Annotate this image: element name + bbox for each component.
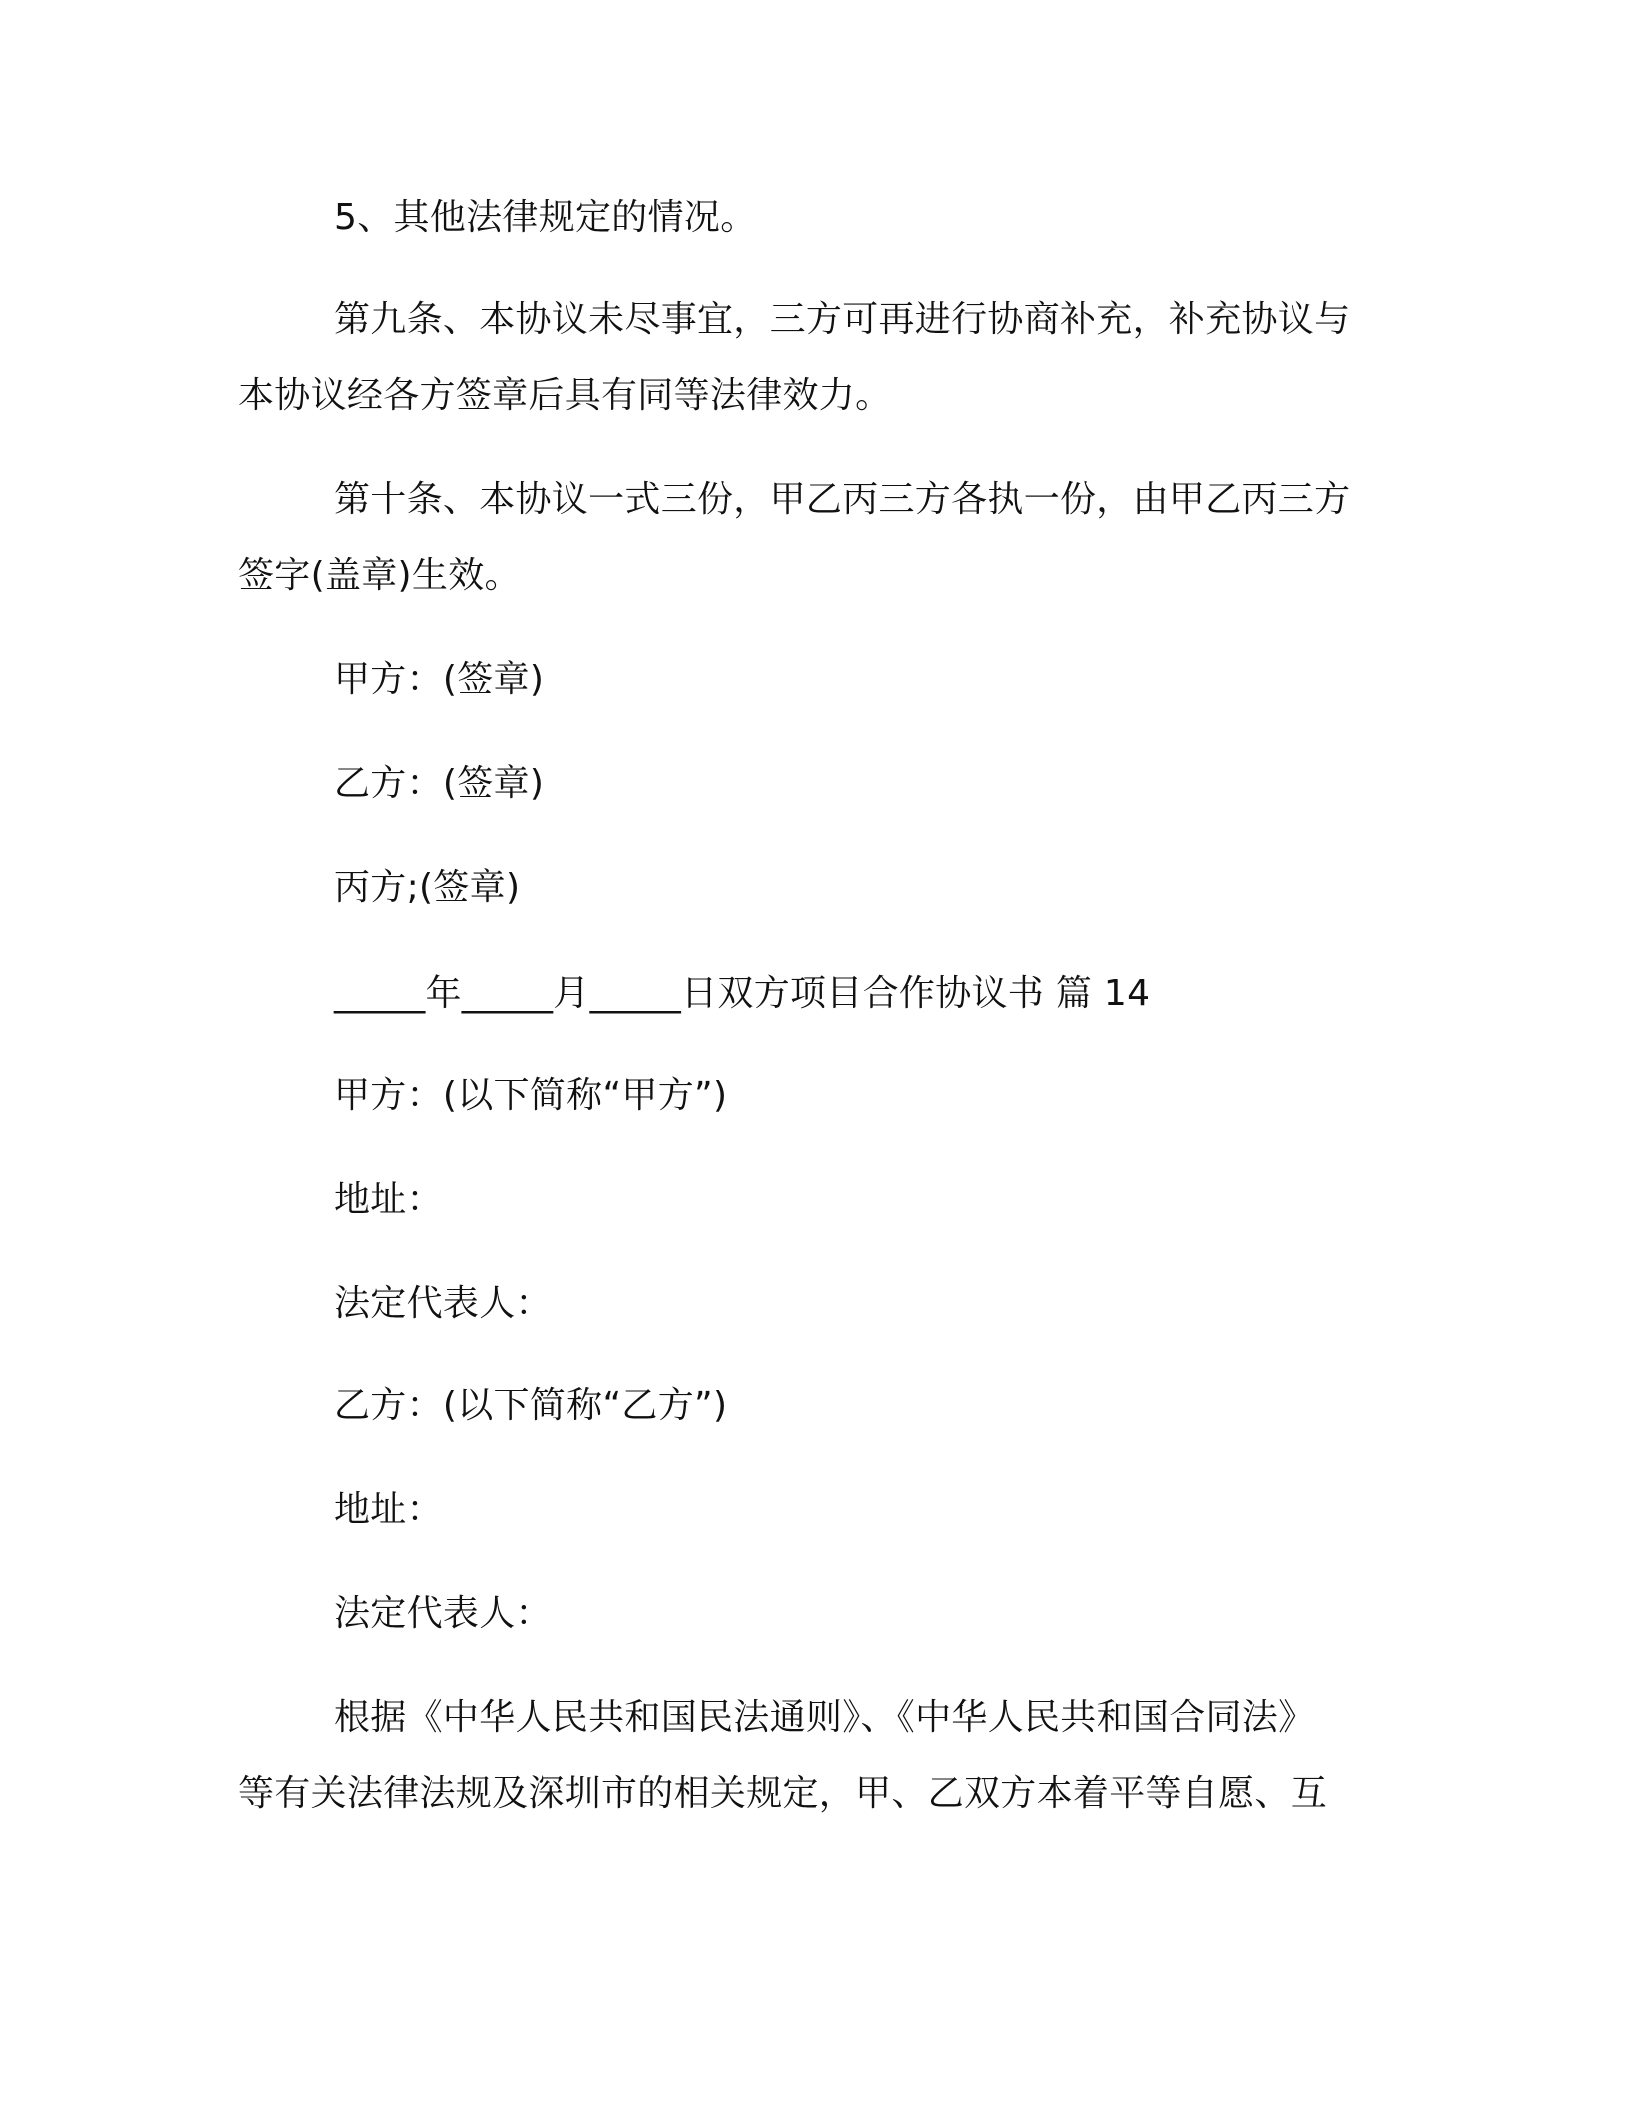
article-10-line-2: 签字(盖章)生效。 [238, 555, 521, 596]
party-a-signature: 甲方：(签章) [334, 659, 545, 700]
party-b-representative: 法定代表人： [334, 1593, 552, 1634]
party-b-signature: 乙方：(签章) [334, 763, 545, 804]
party-b-heading: 乙方：(以下简称“乙方”) [334, 1385, 728, 1426]
party-a-address: 地址： [334, 1179, 443, 1220]
article-9-line-1: 第九条、本协议未尽事宜，三方可再进行协商补充，补充协议与 [334, 299, 1351, 340]
party-a-representative: 法定代表人： [334, 1283, 552, 1324]
date-and-section-title: _____年_____月_____日双方项目合作协议书 篇 14 [334, 973, 1151, 1014]
preamble-line-1: 根据《中华人民共和国民法通则》、《中华人民共和国合同法》 [334, 1697, 1315, 1738]
clause-item-5: 5、其他法律规定的情况。 [334, 197, 757, 238]
article-9-line-2: 本协议经各方签章后具有同等法律效力。 [238, 375, 892, 416]
party-b-address: 地址： [334, 1489, 443, 1530]
party-c-signature: 丙方;(签章) [334, 867, 521, 908]
party-a-heading: 甲方：(以下简称“甲方”) [334, 1075, 728, 1116]
article-10-line-1: 第十条、本协议一式三份，甲乙丙三方各执一份，由甲乙丙三方 [334, 479, 1351, 520]
preamble-line-2: 等有关法律法规及深圳市的相关规定，甲、乙双方本着平等自愿、互 [238, 1773, 1328, 1814]
